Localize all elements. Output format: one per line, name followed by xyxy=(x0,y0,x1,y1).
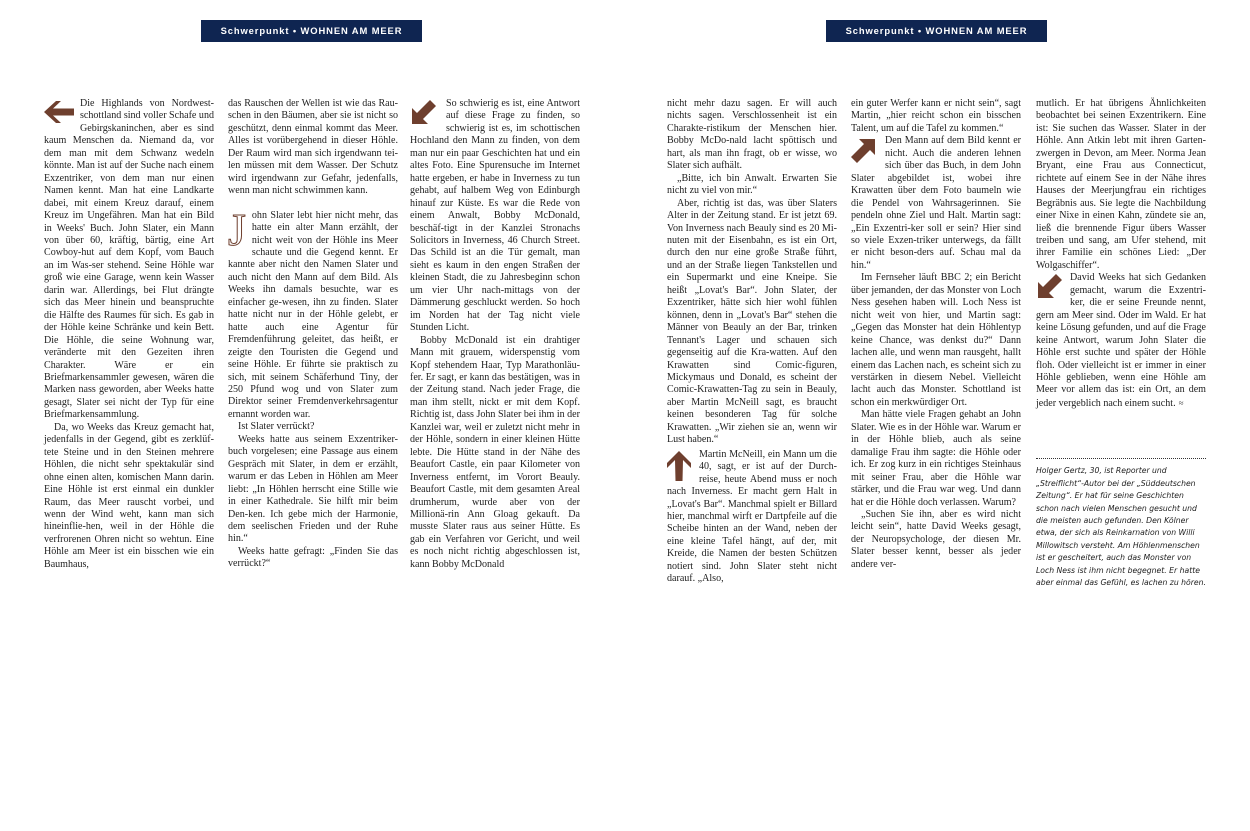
drop-cap: J xyxy=(228,203,246,255)
arrow-left-icon xyxy=(44,100,74,126)
end-mark-icon: ≈ xyxy=(1178,397,1184,408)
paragraph: Im Fernseher läuft BBC 2; ein Bericht über jemanden, der das Monster von Loch Ness gesehen haben will. Loch Ness ist nicht weit von hier, und Martin sagt: „Gegen das Monster hat dein Höhlentyp keine Chance, was denkst du?“ Dann lachen alle, und wenn man rausgeht, hallt einem das Lachen nach, es scheint sich zu verstärken in diesem Nebel. Vielleicht lacht auch das Monster. Schottland ist schon ein merkwürdiger Ort. xyxy=(851,272,1021,408)
arrow-up-right-icon xyxy=(851,137,879,163)
column-left-1 xyxy=(44,98,214,571)
paragraph: So schwierig es ist, eine Antwort auf diese Frage zu finden, so schwierig ist es, im schottischen Hochland den Mann zu finden, von dem man nur ein paar Geschichten hat und ein altes Foto. Eine Spurensuche im Internet hatte ergeben, er habe in Inverness zu tun gehabt, auf halbem Weg von Edinburgh hinauf zur Küste. Es war die Rede von einem Anwalt, Bobby McDonald, beschäf-tigt in der Kanzlei Stronachs Solicitors in Inverness, 46 Church Street. Das Schild ist an die Tür gemalt, man sieht es kaum in den engen Straßen der kleinen Stadt, die zu Jahresbeginn schon um vier Uhr nach-mittags von der Dämmerung geschluckt werden. So hoch im Norden hat der Tag nicht viele Stunden Licht. xyxy=(410,98,580,334)
column-left-2 xyxy=(228,98,398,571)
section-header: Schwerpunkt • WOHNEN AM MEER xyxy=(201,20,422,42)
paragraph: das Rauschen der Wellen ist wie das Rau-schen in den Bäumen, aber sie ist nicht so geschützt, denn einmal kommt das Meer. Alles ist vorübergehend in dieser Höhle. Der Raum wird man sich irgendwann tei-len müssen mit dem Wasser. Der Schutz wird irgendwann zur Gefahr, jedenfalls, wenn man nicht schwimmen kann. xyxy=(228,98,398,197)
paragraph: Weeks hatte gefragt: „Finden Sie das verrückt?“ xyxy=(228,545,398,570)
paragraph: Die Highlands von Nordwest-schottland sind voller Schafe und Gebirgskaninchen, aber es sind kaum Menschen da. Niemand da, vor dem man mit dem Schwanz wedeln könnte. Man ist auf der Suche nach einem Exzentriker, von dem man nur einen Namen kennt. Man hat eine Landkarte dabei, mit einem Kreuz darauf, einem Kreuz im Ungefähren. Man hat ein Bild in Weeks' Buch. John Slater, ein Mann von über 60, kräftig, bärtig, eine Art Cowboy-hut auf dem Kopf, vom Bauch an im Was-ser stehend. Seine Höhle war groß wie eine Garage, wenn kein Wasser darin war. Allerdings, bei Flut drängte sich das Meer hinein und beanspruchte die Hälfte des Raumes für sich. Es gab in der Höhle keine Schränke und kein Bett. Die Höhle, die seine Wohnung war, veränderte mit den Gezeiten ihren Charakter. Wäre er ein Briefmarkensammler gewesen, wären die Marken nass geworden, aber Weeks hatte gesagt, Slater sei nicht der Typ für eine Briefmarkensammlung. xyxy=(44,98,214,421)
paragraph: Ist Slater verrückt? xyxy=(238,421,315,433)
section-header: Schwerpunkt • WOHNEN AM MEER xyxy=(826,20,1047,42)
paragraph: Weeks hatte aus seinem Exzentriker-buch vorgelesen; eine Passage aus einem Gespräch mit Slater, in dem er erzählt, warum er das Leben in Höhlen am Meer liebt: „In Höhlen herrscht eine Stille wie in einer Kathedrale. Sie hilft mir beim Den-ken. Ich gebe mich der Harmonie, dem seelischen Frieden und der Ruhe hin.“ xyxy=(228,433,398,545)
paragraph: „Bitte, ich bin Anwalt. Erwarten Sie nicht zu viel von mir.“ xyxy=(667,172,837,197)
arrow-down-left-icon xyxy=(1036,274,1064,300)
arrow-up-icon xyxy=(667,451,693,481)
paragraph: Martin McNeill, ein Mann um die 40, sagt, er ist auf der Durch-reise, heute Abend muss er noch nach Inverness. Er macht gern Halt in „Lovat's Bar“. Manchmal spielt er Billard hier, manchmal wirft er Dartpfeile auf die Scheibe hinten an der Wand, neben der eine kleine Tafel hängt, auf der, mit Kreide, die Namen der besten Schützen notiert sind. John Slater steht nicht darauf. „Also, xyxy=(667,448,837,585)
column-right-3 xyxy=(1036,98,1206,589)
paragraph: nicht mehr dazu sagen. Er will auch nichts sagen. Verschlossenheit ist ein Charakte-ristikum der Menschen hier. Bobby McDo-nald lacht spöttisch und hart, als man ihn fragt, ob er wisse, wo Slater sich aufhält. xyxy=(667,98,837,172)
divider xyxy=(1036,458,1206,459)
paragraph: „Suchen Sie ihn, aber es wird nicht leicht sein“, hatte David Weeks gesagt, der Neuropsychologe, der diesen Mr. Slater besser kennt, besser als jeder andere ver- xyxy=(851,508,1021,570)
author-note: Holger Gertz, 30, ist Reporter und „Streiflicht“-Autor bei der „Süddeutschen Zeitung“. Er hat für seine Geschichten schon nach vielen Menschen gesucht und die meisten auch gefunden. Den Kölner etwa, der sich als Reinkarnation von Willi Millowitsch versteht. Am Höhlenmenschen ist er gescheitert, auch das Monster von Loch Ness ist ihm nicht begegnet. Er hatte aber einmal das Gefühl, es lachen zu hören. xyxy=(1036,466,1206,587)
paragraph: Man hätte viele Fragen gehabt an John Slater. Wie es in der Höhle war. Warum er in der Höhle blieb, auch als seine damalige Frau ihm sagte: die Höhle oder ich. Er zog kurz in ein richtiges Steinhaus mit seiner Frau, aber die Höhle war stärker, und die Frau war weg. Und dann hat er die Höhle doch verlassen. Warum? xyxy=(851,409,1021,508)
paragraph: Bobby McDonald ist ein drahtiger Mann mit grauem, widerspenstig vom Kopf stehendem Haar, Typ Marathonläu-fer. Er sagt, er kann das bestätigen, was in der Zeitung stand. Nach jeder Frage, die man ihm stellt, nickt er mit dem Kopf. Richtig ist, dass John Slater bei ihm in der Kanzlei war, weil er zuletzt nicht mehr in der Höhle, sondern in einer kleinen Hütte lebte. Die Hütte stand in der Nähe des Beaufort Castle, ein paar Kilometer von Inverness entfernt, im Vorort Beauly. Beaufort Castle, mit dem gesamten Areal drumherum, wurde aber von der Millionä-rin Ann Gloag gekauft. Da musste Slater raus aus seiner Hütte. Es gab ein Verfahren vor Gericht, und weil es noch nicht richtig abgeschlossen ist, kann Bobby McDonald xyxy=(410,334,580,570)
right-page xyxy=(625,0,1250,831)
paragraph: Aber, richtig ist das, was über Slaters Alter in der Zeitung stand. Er ist jetzt 69. Von Inverness nach Beauly sind es 20 Mi-nuten mit der Eisenbahn, es ist ein Ort, durch den nur eine große Straße führt, und an der Straße liegen Tankstellen und ein Supermarkt und eine Kneipe. Sie heißt „Lovat's Bar“. John Slater, der Exzentriker, hätte sich hier wohl fühlen können, denn in „Lovat's Bar“ stehen die Männer von Beauly an der Bar, trinken Tennant's Lager und schauen sich gegenseitig auf die Kra-watten. Auf den Krawatten sind Comic-figuren, Mickymaus und Donald, es scheint der Comic-Krawatten-Tag zu sein in Beauly, aber Martin McNeill sagt, es braucht keinen besonderen Tag für solche Krawatten. „Wir ziehen sie an, wenn wir Lust haben.“ xyxy=(667,197,837,446)
paragraph: Da, wo Weeks das Kreuz gemacht hat, jedenfalls in der Gegend, gibt es zerklüf-tete Steine und in den Steinen mehrere Höhlen, die nicht sehr spektakulär sind ohne einen alten, komischen Mann darin. Eine Höhle ist erst einmal ein dunkler Raum, das Meer rauscht vorbei, und wenn der Wind weht, kann man sich hineinflie-hen, weil in der Höhle die verfrorenen Ohren nicht so wehtun. Eine Höhle am Meer ist ein bisschen wie ein Baumhaus, xyxy=(44,421,214,570)
column-right-1 xyxy=(667,98,837,586)
paragraph: ohn Slater lebt hier nicht mehr, das hatte ein alter Mann erzählt, der nicht weit von der Höhle ins Meer schaute und die Gegend kennt. Er kannte aber nicht den Namen Slater und auch nicht den Mann auf dem Bild. Als Weeks ihn damals besuchte, war es einfacher ge-wesen, ihn zu finden. Slater hatte nicht nur in der Höhle gelebt, er hatte auch eine Agentur für Fremdenführung geleitet, das heißt, er zeigte den Touristen die Gegend und seine Höhle. Er führte sie praktisch zu sich, mit seinem Schäferhund Tiny, der 250 Pfund wog und von Slater zum Direktor seiner Fremdenverkehrsagentur ernannt worden war. xyxy=(228,209,398,420)
column-right-2 xyxy=(851,98,1021,571)
arrow-down-left-icon xyxy=(410,100,440,126)
paragraph: ein guter Werfer kann er nicht sein“, sagt Martin, „hier reicht schon ein bisschen Talent, um auf die Tafel zu kommen.“ xyxy=(851,98,1021,134)
paragraph: Den Mann auf dem Bild kennt er nicht. Auch die anderen lehnen sich über das Buch, in dem John Slater abgebildet ist, wobei ihre Krawatten über dem Foto baumeln wie die Pendel von Wahrsagerinnen. Sie pendeln ohne Ziel und Halt. Martin sagt: „Ein Exzentri-ker soll er sein? Hier sind so viele Exzen-triker unterwegs, da fällt er nicht beson-ders auf. Schau mal da hin.“ xyxy=(851,135,1021,271)
paragraph: mutlich. Er hat übrigens Ähnlichkeiten beobachtet bei seinen Exzentrikern. Eine ist: Sie suchen das Wasser. Slater in der Höhle. Ann Atkin lebt mit ihren Garten-zwergen in Devon, am Meer. Norma Jean Bryant, eine Frau aus Connecticut, richtete auf einem See in der Nähe ihres Hauses der Meerjungfrau ein richtiges Begräbnis aus. Sie legte die Nachbildung einer Nixe in einen Kahn, zündete sie an, ließ die brennende Figur übers Wasser treiben und sang, am Ufer stehend, mit ihrer Familie ein schönes Lied: „Der Wolgaschiffer“. xyxy=(1036,98,1206,271)
paragraph-text: David Weeks hat sich Gedanken gemacht, warum die Exzentri-ker, die er seine Freunde nennt, gern am Meer sind. Oder im Wald. Er hat keine Lösung gefunden, und auf die Frage keine Antwort, warum John Slater die Höhle erst suchte und später der Höhle floh. Oder vielleicht ist er immer in einer Höhle geblieben, wenn eine Höhle am Meer vor allem das ist: ein Ort, an dem jeder vergeblich nach einem sucht. xyxy=(1036,272,1206,409)
column-left-3 xyxy=(410,98,580,571)
